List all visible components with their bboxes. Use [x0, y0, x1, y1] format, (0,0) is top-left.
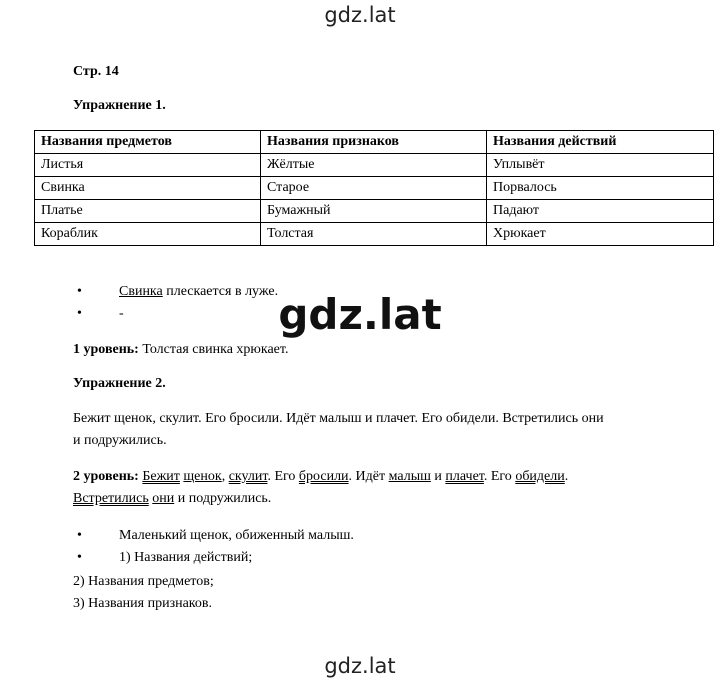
table-cell: Старое	[261, 177, 487, 200]
watermark-top: gdz.lat	[324, 3, 396, 27]
exercise2-text	[73, 408, 673, 452]
underlined-predicate: плачет	[445, 469, 484, 484]
underlined-predicate: Бежит	[142, 469, 180, 484]
table-cell: Хрюкает	[487, 223, 714, 246]
bullet3-line: Маленький щенок, обиженный малыш.	[119, 528, 354, 543]
list-line-3: 3) Названия признаков.	[73, 596, 213, 611]
bullet4-line: 1) Названия действий;	[119, 550, 253, 565]
bullet-marker: •	[77, 284, 82, 299]
bullet-marker: •	[77, 306, 82, 321]
table-row	[35, 177, 714, 200]
table-row	[35, 223, 714, 246]
underlined-predicate: Встретились	[73, 491, 149, 506]
watermark-center: gdz.lat	[278, 290, 442, 339]
level1-line	[73, 342, 288, 358]
level2-label: 2 уровень:	[73, 469, 139, 484]
exercise1-table	[34, 130, 714, 246]
table-cell: Падают	[487, 200, 714, 223]
plain-text: . Его	[483, 469, 516, 484]
plain-text: . Его	[267, 469, 299, 484]
underlined-predicate: обидели	[515, 469, 565, 484]
plain-text: . Идёт	[348, 469, 389, 484]
table-cell: Платье	[35, 200, 261, 223]
underlined-subject: Свинка	[119, 284, 163, 299]
level1-label: 1 уровень:	[73, 342, 139, 357]
exercise2-line2: и подружились.	[73, 433, 167, 448]
table-header-row	[35, 131, 714, 154]
underlined-predicate: бросили	[298, 469, 349, 484]
header-objects: Названия предметов	[35, 131, 261, 154]
plain-text: .	[564, 469, 569, 484]
underlined-subject: щенок	[183, 469, 222, 484]
plain-text: и подружились.	[174, 491, 272, 506]
table-cell: Порвалось	[487, 177, 714, 200]
plain-text: и	[430, 469, 446, 484]
exercise2-line1: Бежит щенок, скулит. Его бросили. Идёт малыш и плачет. Его обидели. Встретились они	[73, 411, 604, 426]
level2-text: 2 уровень: Бежит щенок, скулит. Его бросили. Идёт малыш и плачет. Его обидели. Встретились они и подружились.	[73, 469, 569, 506]
list-line-2: 2) Названия предметов;	[73, 574, 214, 589]
table-row	[35, 154, 714, 177]
table-cell: Кораблик	[35, 223, 261, 246]
watermark-bottom: gdz.lat	[324, 654, 396, 678]
underlined-subject: они	[152, 491, 175, 506]
table-cell: Свинка	[35, 177, 261, 200]
table-row	[35, 200, 714, 223]
bullet-marker: •	[77, 528, 82, 543]
underlined-predicate: скулит	[228, 469, 268, 484]
page-label: Стр. 14	[73, 64, 119, 79]
header-attributes: Названия признаков	[261, 131, 487, 154]
bullet1-rest: плескается в луже.	[162, 284, 279, 299]
header-actions: Названия действий	[487, 131, 714, 154]
exercise2-title: Упражнение 2.	[73, 376, 166, 391]
underlined-subject: малыш	[388, 469, 431, 484]
table-cell: Жёлтые	[261, 154, 487, 177]
table-cell: Уплывёт	[487, 154, 714, 177]
bullet2-line: -	[119, 306, 124, 321]
bullet-marker: •	[77, 550, 82, 565]
table-cell: Бумажный	[261, 200, 487, 223]
level1-text: Толстая свинка хрюкает.	[138, 342, 289, 357]
table-cell: Листья	[35, 154, 261, 177]
table-cell: Толстая	[261, 223, 487, 246]
exercise1-title: Упражнение 1.	[73, 98, 166, 113]
